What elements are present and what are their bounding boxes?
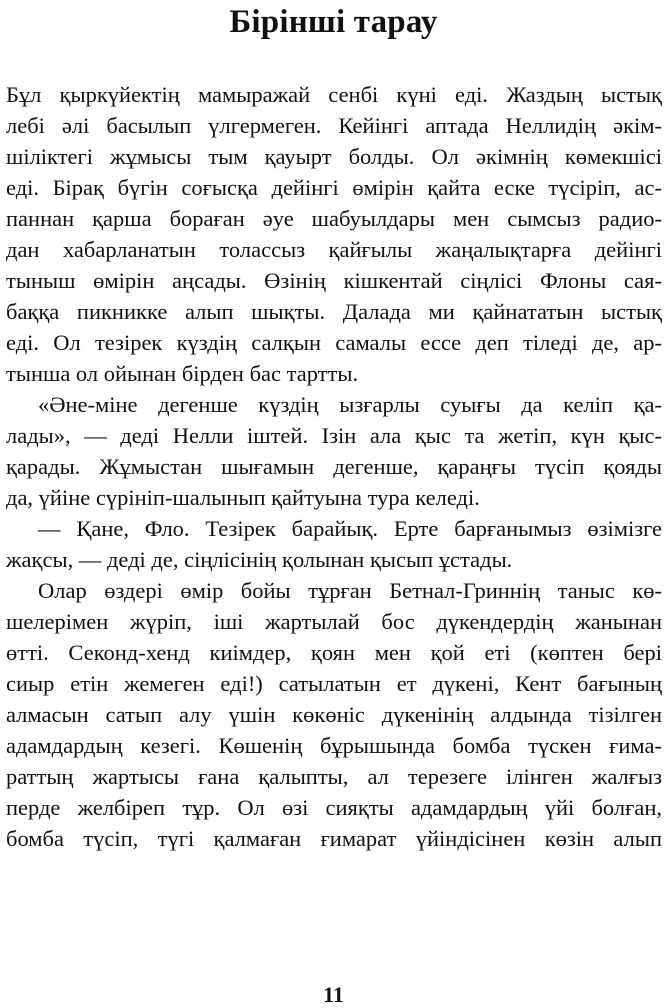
- text-line: өтті. Секонд-хенд киімдер, қоян мен қой еті (көптен бері: [6, 640, 662, 665]
- text-line: бомба түсіп, түгі қалмаған ғимарат үйіндісінен көзін алып: [6, 826, 662, 851]
- text-line: шелерімен жүріп, іші жартылай бос дүкендердің жанынан: [6, 609, 662, 634]
- text-line: еді. Бірақ бүгін соғысқа дейінгі өмірін қайта еске түсіріп, ас-: [6, 175, 662, 200]
- text-line: «Әне-міне дегенше күздің ызғарлы суығы да келіп қа-: [38, 392, 662, 417]
- text-line: дан хабарланатын толассыз қайғылы жаңалықтарға дейінгі: [6, 237, 662, 262]
- text-line: Бұл қыркүйектің мамыражай сенбі күні еді. Жаздың ыстық: [6, 82, 662, 107]
- text-line: адамдардың кезегі. Көшенің бұрышында бомба түскен ғима-: [6, 733, 662, 758]
- text-line: — Қане, Фло. Тезірек барайық. Ерте барғанымыз өзімізге: [38, 516, 662, 541]
- text-line: қарады. Жұмыстан шығамын дегенше, қараңғы түсіп қояды: [6, 454, 662, 479]
- text-line: еді. Ол тезірек күздің салқын самалы ессе деп тіледі де, ар-: [6, 330, 662, 355]
- text-line: Олар өздері өмір бойы тұрған Бетнал-Гриннің таныс кө-: [38, 578, 662, 603]
- text-line: паннан қарша бораған әуе шабуылдары мен сымсыз радио-: [6, 206, 662, 231]
- text-line: жақсы, — деді де, сіңлісінің қолынан қысып ұстады.: [6, 547, 513, 572]
- text-line: баққа пикникке алып шықты. Далада ми қайнататын ыстық: [6, 299, 662, 324]
- text-line: шіліктегі жұмысы тым қауырт болды. Ол әкімнің көмекшісі: [6, 144, 662, 169]
- text-line: перде желбіреп тұр. Ол өзі сияқты адамдардың үйі болған,: [6, 795, 662, 820]
- text-line: лебі әлі басылып үлгермеген. Кейінгі аптада Неллидің әкім-: [6, 113, 662, 138]
- text-line: сиыр етін жемеген еді!) сатылатын ет дүкені, Кент бағының: [6, 671, 662, 696]
- text-line: тынша ол ойынан бірден бас тартты.: [6, 361, 359, 386]
- text-line: лады», — деді Нелли іштей. Ізін ала қыс та жетіп, күн қыс-: [6, 423, 662, 448]
- text-line: алмасын сатып алу үшін көкөніс дүкенінің алдында тізілген: [6, 702, 662, 727]
- text-line: тыныш өмірін аңсады. Өзінің кішкентай сіңлісі Флоны сая-: [6, 268, 662, 293]
- chapter-title: Бірінші тарау: [229, 4, 438, 40]
- text-line: да, үйіне сүрініп-шалынып қайтуына тура келеді.: [6, 485, 480, 510]
- page-number: 11: [323, 982, 344, 1007]
- text-line: раттың жартысы ғана қалыпты, ал терезеге ілінген жалғыз: [6, 764, 662, 789]
